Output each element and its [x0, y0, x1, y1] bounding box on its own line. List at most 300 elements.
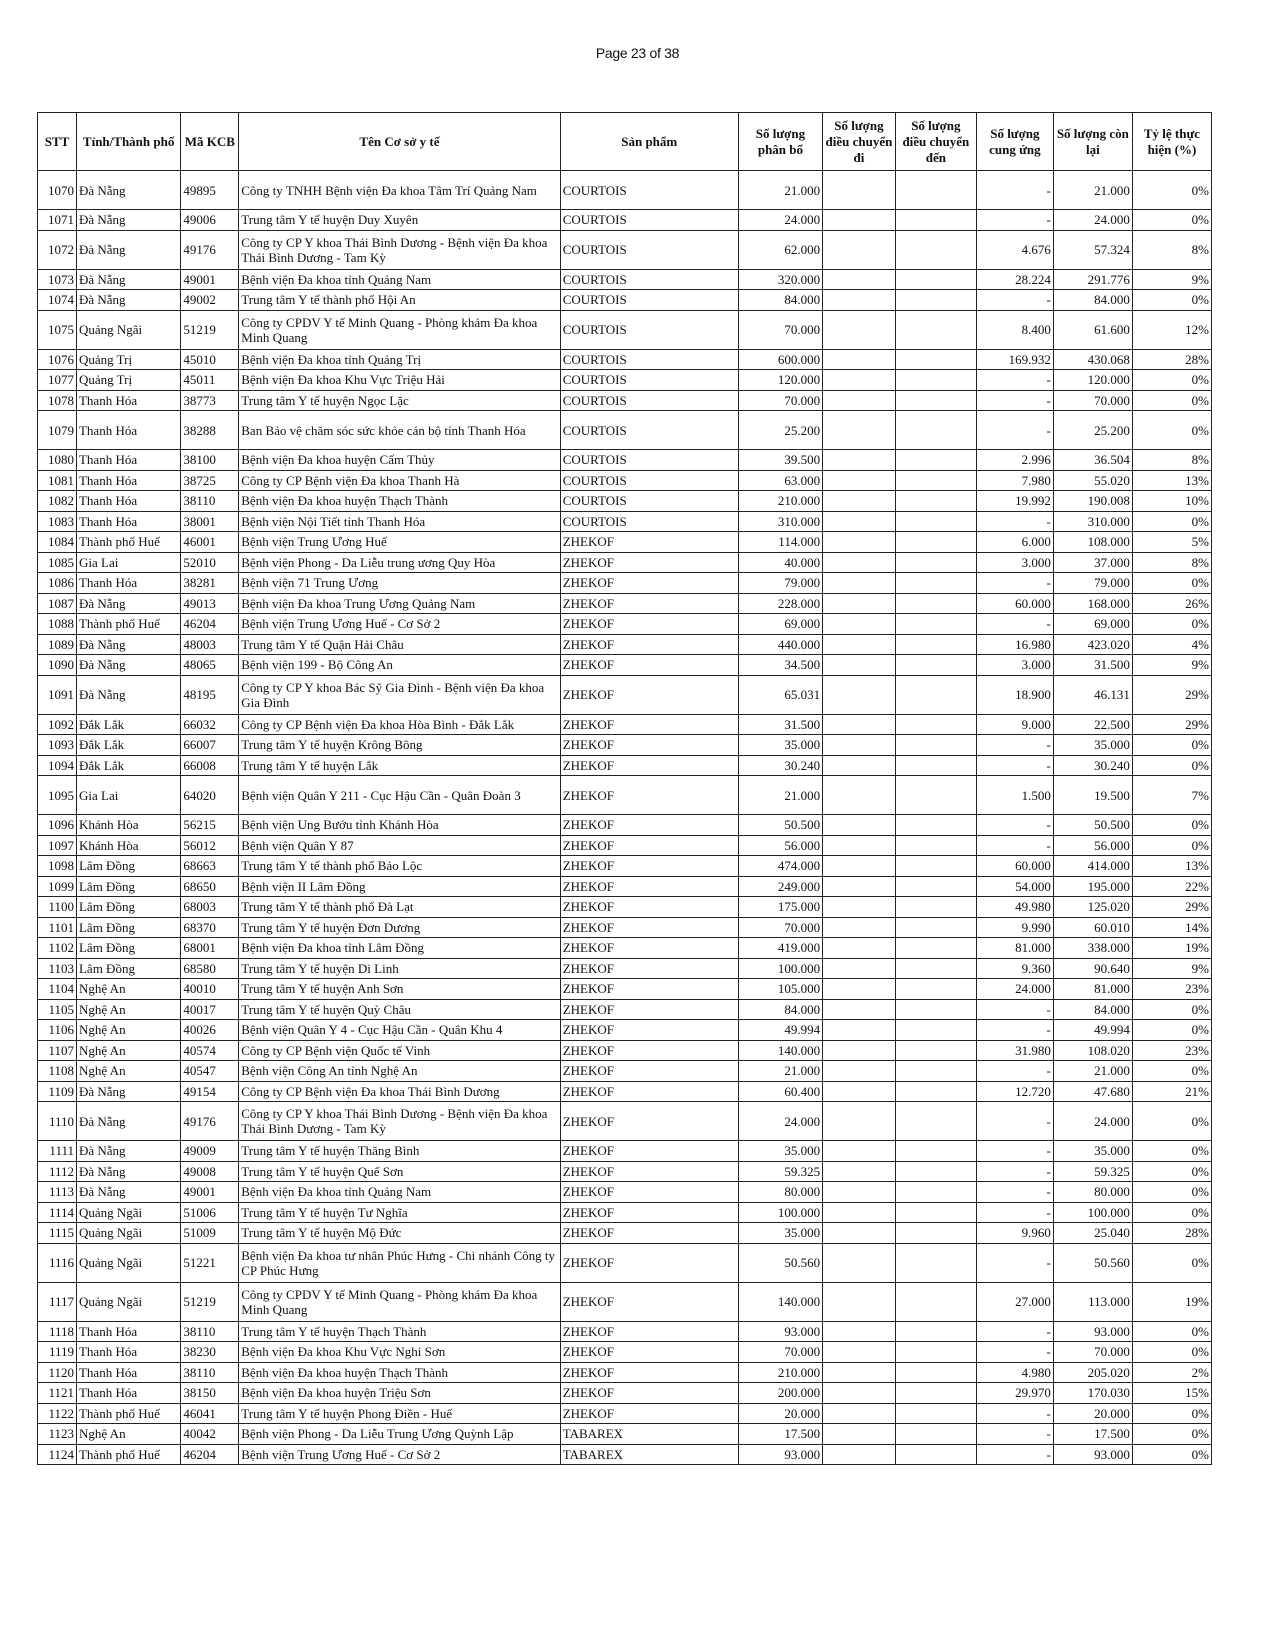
- transferred-out-cell: [823, 1223, 896, 1244]
- remaining-cell: 125.020: [1053, 897, 1132, 918]
- kcb-code-cell: 48065: [181, 655, 239, 676]
- table-row: [38, 491, 1212, 512]
- province-cell: Thanh Hóa: [76, 573, 180, 594]
- supplied-cell: 9.990: [976, 917, 1053, 938]
- transferred-in-cell: [895, 655, 976, 676]
- product-cell: ZHEKOF: [560, 655, 738, 676]
- table-row: [38, 614, 1212, 635]
- table-row: [38, 573, 1212, 594]
- transferred-out-cell: [823, 1282, 896, 1321]
- supplied-cell: 49.980: [976, 897, 1053, 918]
- transferred-in-cell: [895, 856, 976, 877]
- completion-rate-cell: 19%: [1132, 938, 1211, 959]
- transferred-out-cell: [823, 655, 896, 676]
- supplied-cell: 9.360: [976, 958, 1053, 979]
- table-row: [38, 1223, 1212, 1244]
- allocated-cell: 310.000: [738, 511, 822, 532]
- facility-name-cell: Trung tâm Y tế huyện Quế Sơn: [239, 1161, 560, 1182]
- supplied-cell: -: [976, 290, 1053, 311]
- transferred-in-cell: [895, 390, 976, 411]
- transferred-in-cell: [895, 897, 976, 918]
- facility-name-cell: Trung tâm Y tế huyện Quỳ Châu: [239, 999, 560, 1020]
- col-allocated: Số lượng phân bổ: [738, 113, 822, 171]
- product-cell: TABAREX: [560, 1444, 738, 1465]
- product-cell: COURTOIS: [560, 310, 738, 349]
- product-cell: ZHEKOF: [560, 552, 738, 573]
- kcb-code-cell: 40042: [181, 1424, 239, 1445]
- table-header-row: [38, 113, 1212, 171]
- product-cell: ZHEKOF: [560, 897, 738, 918]
- facility-name-cell: Bệnh viện Trung Ương Huế - Cơ Sở 2: [239, 614, 560, 635]
- table-row: [38, 815, 1212, 836]
- transferred-in-cell: [895, 269, 976, 290]
- table-row: [38, 593, 1212, 614]
- kcb-code-cell: 49006: [181, 210, 239, 231]
- transferred-in-cell: [895, 1020, 976, 1041]
- remaining-cell: 36.504: [1053, 450, 1132, 471]
- transferred-out-cell: [823, 1243, 896, 1282]
- allocated-cell: 31.500: [738, 714, 822, 735]
- transferred-out-cell: [823, 411, 896, 450]
- province-cell: Lâm Đồng: [76, 856, 180, 877]
- allocated-cell: 210.000: [738, 1362, 822, 1383]
- province-cell: Đà Nẵng: [76, 269, 180, 290]
- province-cell: Quảng Ngãi: [76, 1243, 180, 1282]
- supplied-cell: -: [976, 1403, 1053, 1424]
- supplied-cell: 24.000: [976, 979, 1053, 1000]
- province-cell: Quảng Ngãi: [76, 310, 180, 349]
- stt-cell: 1112: [38, 1161, 77, 1182]
- transferred-out-cell: [823, 958, 896, 979]
- facility-name-cell: Công ty CPDV Y tế Minh Quang - Phòng khám Đa khoa Minh Quang: [239, 1282, 560, 1321]
- province-cell: Thành phố Huế: [76, 532, 180, 553]
- supplied-cell: 12.720: [976, 1081, 1053, 1102]
- facility-name-cell: Trung tâm Y tế thành phố Hội An: [239, 290, 560, 311]
- kcb-code-cell: 40026: [181, 1020, 239, 1041]
- supplied-cell: -: [976, 755, 1053, 776]
- transferred-out-cell: [823, 450, 896, 471]
- transferred-in-cell: [895, 876, 976, 897]
- stt-cell: 1115: [38, 1223, 77, 1244]
- facility-name-cell: Công ty CPDV Y tế Minh Quang - Phòng khám Đa khoa Minh Quang: [239, 310, 560, 349]
- province-cell: Thanh Hóa: [76, 390, 180, 411]
- supplied-cell: -: [976, 1141, 1053, 1162]
- province-cell: Thành phố Huế: [76, 1403, 180, 1424]
- completion-rate-cell: 13%: [1132, 470, 1211, 491]
- stt-cell: 1103: [38, 958, 77, 979]
- supplied-cell: 3.000: [976, 655, 1053, 676]
- transferred-in-cell: [895, 1040, 976, 1061]
- completion-rate-cell: 29%: [1132, 675, 1211, 714]
- stt-cell: 1110: [38, 1102, 77, 1141]
- transferred-out-cell: [823, 1202, 896, 1223]
- transferred-out-cell: [823, 310, 896, 349]
- kcb-code-cell: 51219: [181, 310, 239, 349]
- stt-cell: 1071: [38, 210, 77, 231]
- completion-rate-cell: 0%: [1132, 815, 1211, 836]
- table-row: [38, 876, 1212, 897]
- stt-cell: 1118: [38, 1321, 77, 1342]
- supplied-cell: 4.980: [976, 1362, 1053, 1383]
- supplied-cell: 3.000: [976, 552, 1053, 573]
- product-cell: ZHEKOF: [560, 1040, 738, 1061]
- supplied-cell: 16.980: [976, 634, 1053, 655]
- transferred-in-cell: [895, 835, 976, 856]
- table-row: [38, 349, 1212, 370]
- remaining-cell: 50.560: [1053, 1243, 1132, 1282]
- product-cell: COURTOIS: [560, 450, 738, 471]
- allocated-cell: 65.031: [738, 675, 822, 714]
- remaining-cell: 70.000: [1053, 1342, 1132, 1363]
- remaining-cell: 84.000: [1053, 290, 1132, 311]
- remaining-cell: 120.000: [1053, 370, 1132, 391]
- province-cell: Thành phố Huế: [76, 1444, 180, 1465]
- table-row: [38, 1321, 1212, 1342]
- transferred-out-cell: [823, 1444, 896, 1465]
- transferred-in-cell: [895, 1383, 976, 1404]
- transferred-in-cell: [895, 938, 976, 959]
- province-cell: Quảng Trị: [76, 370, 180, 391]
- product-cell: ZHEKOF: [560, 1141, 738, 1162]
- facility-name-cell: Công ty CP Y khoa Thái Bình Dương - Bệnh viện Đa khoa Thái Bình Dương - Tam Kỳ: [239, 1102, 560, 1141]
- stt-cell: 1090: [38, 655, 77, 676]
- transferred-out-cell: [823, 230, 896, 269]
- completion-rate-cell: 0%: [1132, 1202, 1211, 1223]
- transferred-out-cell: [823, 614, 896, 635]
- remaining-cell: 25.040: [1053, 1223, 1132, 1244]
- table-row: [38, 999, 1212, 1020]
- allocated-cell: 440.000: [738, 634, 822, 655]
- transferred-out-cell: [823, 1342, 896, 1363]
- kcb-code-cell: 68003: [181, 897, 239, 918]
- transferred-out-cell: [823, 1362, 896, 1383]
- kcb-code-cell: 38001: [181, 511, 239, 532]
- completion-rate-cell: 8%: [1132, 552, 1211, 573]
- province-cell: Quảng Trị: [76, 349, 180, 370]
- province-cell: Quảng Ngãi: [76, 1282, 180, 1321]
- product-cell: COURTOIS: [560, 290, 738, 311]
- remaining-cell: 24.000: [1053, 1102, 1132, 1141]
- transferred-in-cell: [895, 1444, 976, 1465]
- supplied-cell: -: [976, 1061, 1053, 1082]
- transferred-out-cell: [823, 349, 896, 370]
- province-cell: Đà Nẵng: [76, 1141, 180, 1162]
- table-row: [38, 634, 1212, 655]
- table-row: [38, 958, 1212, 979]
- transferred-out-cell: [823, 755, 896, 776]
- allocated-cell: 24.000: [738, 1102, 822, 1141]
- province-cell: Đà Nẵng: [76, 1161, 180, 1182]
- stt-cell: 1092: [38, 714, 77, 735]
- remaining-cell: 113.000: [1053, 1282, 1132, 1321]
- kcb-code-cell: 40574: [181, 1040, 239, 1061]
- remaining-cell: 100.000: [1053, 1202, 1132, 1223]
- table-row: [38, 290, 1212, 311]
- product-cell: COURTOIS: [560, 269, 738, 290]
- province-cell: Lâm Đồng: [76, 897, 180, 918]
- product-cell: ZHEKOF: [560, 532, 738, 553]
- remaining-cell: 19.500: [1053, 776, 1132, 815]
- transferred-in-cell: [895, 1362, 976, 1383]
- province-cell: Thanh Hóa: [76, 1342, 180, 1363]
- supplied-cell: 28.224: [976, 269, 1053, 290]
- transferred-in-cell: [895, 573, 976, 594]
- remaining-cell: 35.000: [1053, 735, 1132, 756]
- completion-rate-cell: 2%: [1132, 1362, 1211, 1383]
- completion-rate-cell: 0%: [1132, 573, 1211, 594]
- supplied-cell: -: [976, 1202, 1053, 1223]
- table-row: [38, 511, 1212, 532]
- remaining-cell: 79.000: [1053, 573, 1132, 594]
- product-cell: ZHEKOF: [560, 1020, 738, 1041]
- supplied-cell: 2.996: [976, 450, 1053, 471]
- table-row: [38, 917, 1212, 938]
- product-cell: ZHEKOF: [560, 1362, 738, 1383]
- transferred-in-cell: [895, 755, 976, 776]
- facility-name-cell: Bệnh viện Trung Ương Huế - Cơ Sở 2: [239, 1444, 560, 1465]
- facility-name-cell: Trung tâm Y tế huyện Tư Nghĩa: [239, 1202, 560, 1223]
- allocated-cell: 62.000: [738, 230, 822, 269]
- table-row: [38, 675, 1212, 714]
- transferred-out-cell: [823, 593, 896, 614]
- facility-name-cell: Công ty CP Bệnh viện Quốc tế Vinh: [239, 1040, 560, 1061]
- province-cell: Đà Nẵng: [76, 290, 180, 311]
- table-body: [38, 171, 1212, 1465]
- transferred-in-cell: [895, 349, 976, 370]
- remaining-cell: 20.000: [1053, 1403, 1132, 1424]
- kcb-code-cell: 49009: [181, 1141, 239, 1162]
- facility-name-cell: Bệnh viện Quân Y 87: [239, 835, 560, 856]
- transferred-out-cell: [823, 470, 896, 491]
- supplied-cell: -: [976, 210, 1053, 231]
- remaining-cell: 93.000: [1053, 1444, 1132, 1465]
- allocated-cell: 419.000: [738, 938, 822, 959]
- completion-rate-cell: 0%: [1132, 614, 1211, 635]
- product-cell: ZHEKOF: [560, 1161, 738, 1182]
- facility-name-cell: Công ty CP Bệnh viện Đa khoa Hòa Bình - Đắk Lắk: [239, 714, 560, 735]
- allocated-cell: 93.000: [738, 1321, 822, 1342]
- stt-cell: 1124: [38, 1444, 77, 1465]
- transferred-in-cell: [895, 1202, 976, 1223]
- allocated-cell: 84.000: [738, 999, 822, 1020]
- supplied-cell: 6.000: [976, 532, 1053, 553]
- allocated-cell: 49.994: [738, 1020, 822, 1041]
- stt-cell: 1077: [38, 370, 77, 391]
- allocated-cell: 105.000: [738, 979, 822, 1000]
- supplied-cell: 29.970: [976, 1383, 1053, 1404]
- supplied-cell: -: [976, 511, 1053, 532]
- table-row: [38, 776, 1212, 815]
- facility-name-cell: Bệnh viện Đa khoa huyện Cẩm Thủy: [239, 450, 560, 471]
- kcb-code-cell: 51221: [181, 1243, 239, 1282]
- table-row: [38, 1243, 1212, 1282]
- province-cell: Gia Lai: [76, 552, 180, 573]
- table-row: [38, 1342, 1212, 1363]
- remaining-cell: 205.020: [1053, 1362, 1132, 1383]
- completion-rate-cell: 0%: [1132, 370, 1211, 391]
- transferred-out-cell: [823, 1020, 896, 1041]
- transferred-out-cell: [823, 511, 896, 532]
- transferred-in-cell: [895, 470, 976, 491]
- supplied-cell: -: [976, 1444, 1053, 1465]
- product-cell: ZHEKOF: [560, 776, 738, 815]
- completion-rate-cell: 28%: [1132, 1223, 1211, 1244]
- completion-rate-cell: 19%: [1132, 1282, 1211, 1321]
- transferred-out-cell: [823, 815, 896, 836]
- supplied-cell: 7.980: [976, 470, 1053, 491]
- province-cell: Đà Nẵng: [76, 171, 180, 210]
- completion-rate-cell: 0%: [1132, 171, 1211, 210]
- stt-cell: 1074: [38, 290, 77, 311]
- remaining-cell: 93.000: [1053, 1321, 1132, 1342]
- stt-cell: 1105: [38, 999, 77, 1020]
- province-cell: Nghệ An: [76, 1061, 180, 1082]
- facility-name-cell: Trung tâm Y tế huyện Krông Bông: [239, 735, 560, 756]
- supplied-cell: -: [976, 1102, 1053, 1141]
- product-cell: ZHEKOF: [560, 1321, 738, 1342]
- completion-rate-cell: 12%: [1132, 310, 1211, 349]
- stt-cell: 1083: [38, 511, 77, 532]
- completion-rate-cell: 9%: [1132, 655, 1211, 676]
- table-row: [38, 1020, 1212, 1041]
- kcb-code-cell: 51009: [181, 1223, 239, 1244]
- allocated-cell: 50.560: [738, 1243, 822, 1282]
- transferred-in-cell: [895, 290, 976, 311]
- completion-rate-cell: 0%: [1132, 1243, 1211, 1282]
- stt-cell: 1082: [38, 491, 77, 512]
- transferred-in-cell: [895, 714, 976, 735]
- allocated-cell: 56.000: [738, 835, 822, 856]
- transferred-in-cell: [895, 1403, 976, 1424]
- completion-rate-cell: 0%: [1132, 1321, 1211, 1342]
- allocated-cell: 70.000: [738, 390, 822, 411]
- facility-name-cell: Bệnh viện Đa khoa tư nhân Phúc Hưng - Chi nhánh Công ty CP Phúc Hưng: [239, 1243, 560, 1282]
- product-cell: COURTOIS: [560, 230, 738, 269]
- allocated-cell: 63.000: [738, 470, 822, 491]
- allocated-cell: 35.000: [738, 1223, 822, 1244]
- transferred-out-cell: [823, 856, 896, 877]
- transferred-in-cell: [895, 675, 976, 714]
- completion-rate-cell: 26%: [1132, 593, 1211, 614]
- col-transferred-in: Số lượng điều chuyển đến: [895, 113, 976, 171]
- supplied-cell: -: [976, 999, 1053, 1020]
- remaining-cell: 108.000: [1053, 532, 1132, 553]
- stt-cell: 1087: [38, 593, 77, 614]
- allocated-cell: 70.000: [738, 1342, 822, 1363]
- remaining-cell: 56.000: [1053, 835, 1132, 856]
- remaining-cell: 57.324: [1053, 230, 1132, 269]
- completion-rate-cell: 0%: [1132, 1342, 1211, 1363]
- product-cell: ZHEKOF: [560, 815, 738, 836]
- transferred-in-cell: [895, 491, 976, 512]
- facility-name-cell: Trung tâm Y tế huyện Anh Sơn: [239, 979, 560, 1000]
- remaining-cell: 46.131: [1053, 675, 1132, 714]
- remaining-cell: 35.000: [1053, 1141, 1132, 1162]
- product-cell: ZHEKOF: [560, 917, 738, 938]
- allocated-cell: 249.000: [738, 876, 822, 897]
- transferred-in-cell: [895, 310, 976, 349]
- transferred-out-cell: [823, 210, 896, 231]
- transferred-in-cell: [895, 1342, 976, 1363]
- facility-name-cell: Bệnh viện Quân Y 211 - Cục Hậu Cần - Quân Đoàn 3: [239, 776, 560, 815]
- product-cell: COURTOIS: [560, 370, 738, 391]
- allocated-cell: 35.000: [738, 1141, 822, 1162]
- completion-rate-cell: 23%: [1132, 979, 1211, 1000]
- allocated-cell: 70.000: [738, 310, 822, 349]
- transferred-in-cell: [895, 552, 976, 573]
- remaining-cell: 430.068: [1053, 349, 1132, 370]
- province-cell: Lâm Đồng: [76, 958, 180, 979]
- completion-rate-cell: 13%: [1132, 856, 1211, 877]
- stt-cell: 1095: [38, 776, 77, 815]
- transferred-out-cell: [823, 290, 896, 311]
- product-cell: ZHEKOF: [560, 735, 738, 756]
- supplied-cell: -: [976, 1020, 1053, 1041]
- product-cell: ZHEKOF: [560, 1061, 738, 1082]
- facility-name-cell: Bệnh viện 199 - Bộ Công An: [239, 655, 560, 676]
- table-row: [38, 230, 1212, 269]
- supplied-cell: 9.960: [976, 1223, 1053, 1244]
- completion-rate-cell: 14%: [1132, 917, 1211, 938]
- kcb-code-cell: 49013: [181, 593, 239, 614]
- completion-rate-cell: 10%: [1132, 491, 1211, 512]
- product-cell: COURTOIS: [560, 411, 738, 450]
- transferred-in-cell: [895, 1081, 976, 1102]
- province-cell: Gia Lai: [76, 776, 180, 815]
- stt-cell: 1109: [38, 1081, 77, 1102]
- allocated-cell: 34.500: [738, 655, 822, 676]
- supplied-cell: -: [976, 1321, 1053, 1342]
- province-cell: Thành phố Huế: [76, 614, 180, 635]
- facility-name-cell: Trung tâm Y tế huyện Lắk: [239, 755, 560, 776]
- supplied-cell: -: [976, 815, 1053, 836]
- table-row: [38, 979, 1212, 1000]
- kcb-code-cell: 40547: [181, 1061, 239, 1082]
- facility-name-cell: Bệnh viện Đa khoa tỉnh Quảng Nam: [239, 269, 560, 290]
- table-row: [38, 856, 1212, 877]
- supplied-cell: -: [976, 1243, 1053, 1282]
- transferred-in-cell: [895, 776, 976, 815]
- remaining-cell: 37.000: [1053, 552, 1132, 573]
- table-row: [38, 310, 1212, 349]
- allocated-cell: 228.000: [738, 593, 822, 614]
- completion-rate-cell: 7%: [1132, 776, 1211, 815]
- product-cell: ZHEKOF: [560, 1403, 738, 1424]
- kcb-code-cell: 49001: [181, 269, 239, 290]
- stt-cell: 1107: [38, 1040, 77, 1061]
- kcb-code-cell: 68001: [181, 938, 239, 959]
- province-cell: Nghệ An: [76, 1020, 180, 1041]
- remaining-cell: 47.680: [1053, 1081, 1132, 1102]
- transferred-out-cell: [823, 776, 896, 815]
- transferred-in-cell: [895, 230, 976, 269]
- stt-cell: 1081: [38, 470, 77, 491]
- supplied-cell: -: [976, 370, 1053, 391]
- remaining-cell: 31.500: [1053, 655, 1132, 676]
- kcb-code-cell: 38100: [181, 450, 239, 471]
- facility-name-cell: Trung tâm Y tế huyện Thăng Bình: [239, 1141, 560, 1162]
- transferred-out-cell: [823, 835, 896, 856]
- transferred-out-cell: [823, 491, 896, 512]
- product-cell: ZHEKOF: [560, 979, 738, 1000]
- stt-cell: 1123: [38, 1424, 77, 1445]
- product-cell: ZHEKOF: [560, 614, 738, 635]
- remaining-cell: 414.000: [1053, 856, 1132, 877]
- table-row: [38, 714, 1212, 735]
- remaining-cell: 61.600: [1053, 310, 1132, 349]
- allocated-cell: 79.000: [738, 573, 822, 594]
- transferred-out-cell: [823, 999, 896, 1020]
